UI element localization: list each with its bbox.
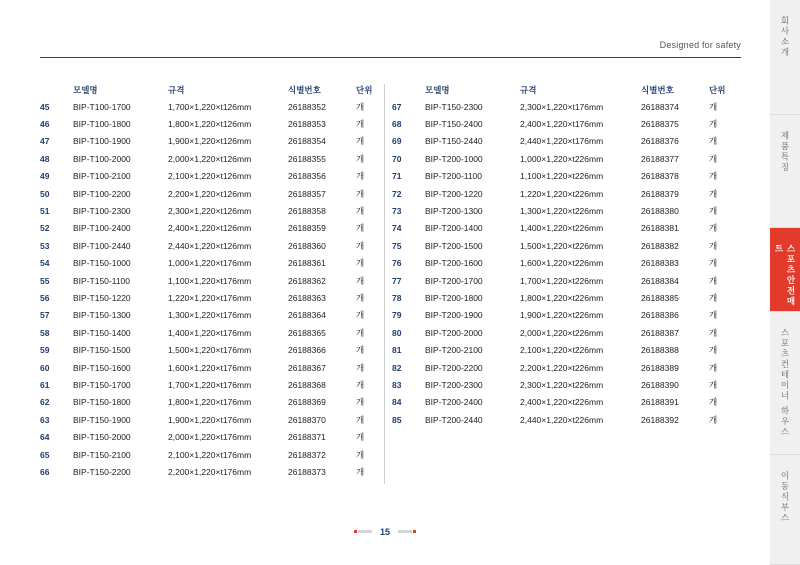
spec-table-right <box>392 82 742 428</box>
spec-size: 2,300×1,220×t126mm <box>168 206 252 217</box>
model-name: BIP-T200-1800 <box>425 292 483 303</box>
model-name: BIP-T200-2400 <box>425 397 483 408</box>
table-row <box>392 307 742 324</box>
model-name: BIP-T150-2100 <box>73 449 131 460</box>
row-number: 69 <box>392 136 402 147</box>
sidebar-tab-label: 스포츠안전매트 <box>774 244 796 307</box>
identification-number: 26188356 <box>288 171 326 182</box>
unit-label: 개 <box>356 414 365 425</box>
unit-label: 개 <box>709 397 718 408</box>
table-row <box>40 150 376 167</box>
table-row <box>40 133 376 150</box>
unit-label: 개 <box>709 258 718 269</box>
header-unit: 단위 <box>709 85 726 95</box>
table-row <box>392 185 742 202</box>
table-row <box>392 237 742 254</box>
table-row <box>392 150 742 167</box>
model-name: BIP-T150-1300 <box>73 310 131 321</box>
model-name: BIP-T100-1900 <box>73 136 131 147</box>
model-name: BIP-T150-1400 <box>73 327 131 338</box>
unit-label: 개 <box>356 292 365 303</box>
model-name: BIP-T100-2300 <box>73 206 131 217</box>
header-model: 모델명 <box>73 85 98 95</box>
sidebar-tab-label: 회사소개 <box>780 16 790 58</box>
table-row <box>40 307 376 324</box>
sidebar-tab-5[interactable] <box>770 455 800 565</box>
spec-size: 1,600×1,220×t176mm <box>168 362 252 373</box>
section-sidebar <box>770 0 800 565</box>
row-number: 83 <box>392 379 402 390</box>
row-number: 61 <box>40 379 50 390</box>
identification-number: 26188365 <box>288 327 326 338</box>
unit-label: 개 <box>709 206 718 217</box>
unit-label: 개 <box>356 362 365 373</box>
unit-label: 개 <box>709 171 718 182</box>
unit-label: 개 <box>709 362 718 373</box>
model-name: BIP-T200-1220 <box>425 188 483 199</box>
sidebar-tab-2[interactable] <box>770 115 800 228</box>
spec-size: 2,200×1,220×t126mm <box>168 188 252 199</box>
spec-size: 1,220×1,220×t226mm <box>520 188 604 199</box>
identification-number: 26188362 <box>288 275 326 286</box>
model-name: BIP-T200-2300 <box>425 379 483 390</box>
unit-label: 개 <box>356 223 365 234</box>
row-number: 78 <box>392 292 402 303</box>
table-row <box>40 220 376 237</box>
identification-number: 26188380 <box>641 206 679 217</box>
table-row <box>392 220 742 237</box>
row-number: 55 <box>40 275 50 286</box>
spec-size: 1,500×1,220×t176mm <box>168 345 252 356</box>
identification-number: 26188387 <box>641 327 679 338</box>
row-number: 72 <box>392 188 402 199</box>
spec-size: 1,800×1,220×t126mm <box>168 119 252 130</box>
unit-label: 개 <box>709 310 718 321</box>
row-number: 73 <box>392 206 402 217</box>
table-row <box>392 289 742 306</box>
unit-label: 개 <box>356 153 365 164</box>
model-name: BIP-T100-1800 <box>73 119 131 130</box>
spec-size: 1,900×1,220×t176mm <box>168 414 252 425</box>
model-name: BIP-T200-1100 <box>425 171 483 182</box>
spec-size: 1,400×1,220×t226mm <box>520 223 604 234</box>
identification-number: 26188377 <box>641 153 679 164</box>
header-spec: 규격 <box>520 85 537 95</box>
unit-label: 개 <box>709 119 718 130</box>
identification-number: 26188363 <box>288 292 326 303</box>
unit-label: 개 <box>356 275 365 286</box>
row-number: 50 <box>40 188 50 199</box>
row-number: 45 <box>40 101 50 112</box>
model-name: BIP-T150-2300 <box>425 101 483 112</box>
sidebar-tab-3[interactable] <box>770 228 800 312</box>
model-name: BIP-T150-1500 <box>73 345 131 356</box>
unit-label: 개 <box>356 432 365 443</box>
identification-number: 26188382 <box>641 240 679 251</box>
header-unit: 단위 <box>356 85 373 95</box>
spec-table-left <box>40 82 376 481</box>
model-name: BIP-T100-2200 <box>73 188 131 199</box>
identification-number: 26188357 <box>288 188 326 199</box>
unit-label: 개 <box>709 414 718 425</box>
identification-number: 26188389 <box>641 362 679 373</box>
header-model: 모델명 <box>425 85 450 95</box>
spec-size: 2,300×1,220×t226mm <box>520 379 604 390</box>
identification-number: 26188388 <box>641 345 679 356</box>
table-row <box>392 376 742 393</box>
identification-number: 26188392 <box>641 414 679 425</box>
table-row <box>40 411 376 428</box>
sidebar-tab-4[interactable] <box>770 312 800 455</box>
row-number: 56 <box>40 292 50 303</box>
model-name: BIP-T150-1100 <box>73 275 131 286</box>
spec-size: 2,400×1,220×t176mm <box>520 119 604 130</box>
row-number: 70 <box>392 153 402 164</box>
model-name: BIP-T150-1800 <box>73 397 131 408</box>
spec-size: 2,000×1,220×t226mm <box>520 327 604 338</box>
row-number: 46 <box>40 119 50 130</box>
row-number: 77 <box>392 275 402 286</box>
page-decoration-left <box>354 530 372 533</box>
unit-label: 개 <box>709 223 718 234</box>
row-number: 75 <box>392 240 402 251</box>
model-name: BIP-T200-1500 <box>425 240 483 251</box>
model-name: BIP-T150-1000 <box>73 258 131 269</box>
identification-number: 26188373 <box>288 466 326 477</box>
sidebar-tab-label: 이동식부스 <box>780 471 790 524</box>
model-name: BIP-T150-1220 <box>73 292 131 303</box>
model-name: BIP-T100-2000 <box>73 153 131 164</box>
spec-size: 2,100×1,220×t226mm <box>520 345 604 356</box>
spec-size: 1,700×1,220×t226mm <box>520 275 604 286</box>
row-number: 68 <box>392 119 402 130</box>
model-name: BIP-T150-2200 <box>73 466 131 477</box>
table-row <box>40 324 376 341</box>
table-row <box>40 168 376 185</box>
unit-label: 개 <box>356 188 365 199</box>
unit-label: 개 <box>356 258 365 269</box>
model-name: BIP-T150-1700 <box>73 379 131 390</box>
spec-size: 1,220×1,220×t176mm <box>168 292 252 303</box>
identification-number: 26188390 <box>641 379 679 390</box>
model-name: BIP-T100-1700 <box>73 101 131 112</box>
row-number: 71 <box>392 171 402 182</box>
identification-number: 26188378 <box>641 171 679 182</box>
unit-label: 개 <box>356 310 365 321</box>
unit-label: 개 <box>356 449 365 460</box>
table-row <box>40 289 376 306</box>
model-name: BIP-T200-2000 <box>425 327 483 338</box>
row-number: 63 <box>40 414 50 425</box>
row-number: 62 <box>40 397 50 408</box>
unit-label: 개 <box>356 240 365 251</box>
table-row <box>40 446 376 463</box>
spec-size: 2,100×1,220×t126mm <box>168 171 252 182</box>
model-name: BIP-T200-1900 <box>425 310 483 321</box>
spec-size: 2,000×1,220×t176mm <box>168 432 252 443</box>
table-header-left <box>40 82 376 98</box>
identification-number: 26188369 <box>288 397 326 408</box>
table-header-right <box>392 82 742 98</box>
identification-number: 26188383 <box>641 258 679 269</box>
table-row <box>40 115 376 132</box>
spec-size: 1,100×1,220×t226mm <box>520 171 604 182</box>
row-number: 84 <box>392 397 402 408</box>
table-row <box>40 98 376 115</box>
row-number: 76 <box>392 258 402 269</box>
row-number: 57 <box>40 310 50 321</box>
identification-number: 26188354 <box>288 136 326 147</box>
unit-label: 개 <box>356 327 365 338</box>
unit-label: 개 <box>709 345 718 356</box>
identification-number: 26188372 <box>288 449 326 460</box>
unit-label: 개 <box>356 101 365 112</box>
table-row <box>392 202 742 219</box>
table-row <box>40 376 376 393</box>
row-number: 60 <box>40 362 50 373</box>
spec-size: 1,400×1,220×t176mm <box>168 327 252 338</box>
spec-size: 1,900×1,220×t226mm <box>520 310 604 321</box>
identification-number: 26188374 <box>641 101 679 112</box>
unit-label: 개 <box>709 188 718 199</box>
header-id: 식별번호 <box>288 85 321 95</box>
unit-label: 개 <box>709 240 718 251</box>
spec-size: 2,440×1,220×t176mm <box>520 136 604 147</box>
identification-number: 26188375 <box>641 119 679 130</box>
table-row <box>392 411 742 428</box>
spec-size: 1,000×1,220×t176mm <box>168 258 252 269</box>
header-spec: 규격 <box>168 85 185 95</box>
sidebar-tab-label: 스포츠컨테이너 하우스 <box>780 328 790 438</box>
unit-label: 개 <box>356 379 365 390</box>
unit-label: 개 <box>356 206 365 217</box>
row-number: 59 <box>40 345 50 356</box>
page-decoration-right <box>398 530 416 533</box>
row-number: 51 <box>40 206 50 217</box>
spec-size: 2,400×1,220×t126mm <box>168 223 252 234</box>
spec-size: 2,400×1,220×t226mm <box>520 397 604 408</box>
identification-number: 26188368 <box>288 379 326 390</box>
identification-number: 26188367 <box>288 362 326 373</box>
row-number: 74 <box>392 223 402 234</box>
unit-label: 개 <box>709 275 718 286</box>
identification-number: 26188352 <box>288 101 326 112</box>
table-row <box>392 255 742 272</box>
row-number: 67 <box>392 101 402 112</box>
model-name: BIP-T100-2400 <box>73 223 131 234</box>
unit-label: 개 <box>709 292 718 303</box>
table-row <box>40 394 376 411</box>
spec-size: 1,100×1,220×t176mm <box>168 275 252 286</box>
table-row <box>392 324 742 341</box>
table-row <box>40 341 376 358</box>
table-row <box>392 359 742 376</box>
model-name: BIP-T200-1700 <box>425 275 483 286</box>
row-number: 58 <box>40 327 50 338</box>
spec-size: 1,600×1,220×t226mm <box>520 258 604 269</box>
row-number: 79 <box>392 310 402 321</box>
table-row <box>40 272 376 289</box>
model-name: BIP-T100-2100 <box>73 171 131 182</box>
identification-number: 26188376 <box>641 136 679 147</box>
spec-size: 2,100×1,220×t176mm <box>168 449 252 460</box>
spec-size: 1,500×1,220×t226mm <box>520 240 604 251</box>
spec-size: 1,800×1,220×t176mm <box>168 397 252 408</box>
unit-label: 개 <box>356 345 365 356</box>
unit-label: 개 <box>709 327 718 338</box>
spec-size: 1,300×1,220×t226mm <box>520 206 604 217</box>
table-body-right <box>392 98 742 428</box>
table-row <box>40 255 376 272</box>
spec-size: 1,000×1,220×t226mm <box>520 153 604 164</box>
identification-number: 26188364 <box>288 310 326 321</box>
identification-number: 26188355 <box>288 153 326 164</box>
row-number: 64 <box>40 432 50 443</box>
table-row <box>40 185 376 202</box>
table-row <box>40 463 376 480</box>
table-row <box>40 202 376 219</box>
spec-size: 2,000×1,220×t126mm <box>168 153 252 164</box>
identification-number: 26188360 <box>288 240 326 251</box>
unit-label: 개 <box>356 171 365 182</box>
model-name: BIP-T150-2400 <box>425 119 483 130</box>
spec-size: 2,440×1,220×t126mm <box>168 240 252 251</box>
spec-size: 1,300×1,220×t176mm <box>168 310 252 321</box>
unit-label: 개 <box>356 119 365 130</box>
model-name: BIP-T100-2440 <box>73 240 131 251</box>
identification-number: 26188391 <box>641 397 679 408</box>
identification-number: 26188353 <box>288 119 326 130</box>
header-id: 식별번호 <box>641 85 674 95</box>
identification-number: 26188379 <box>641 188 679 199</box>
row-number: 52 <box>40 223 50 234</box>
model-name: BIP-T200-2440 <box>425 414 483 425</box>
spec-size: 1,700×1,220×t126mm <box>168 101 252 112</box>
identification-number: 26188386 <box>641 310 679 321</box>
identification-number: 26188366 <box>288 345 326 356</box>
identification-number: 26188359 <box>288 223 326 234</box>
identification-number: 26188385 <box>641 292 679 303</box>
row-number: 81 <box>392 345 402 356</box>
identification-number: 26188371 <box>288 432 326 443</box>
sidebar-tab-1[interactable] <box>770 0 800 115</box>
row-number: 48 <box>40 153 50 164</box>
spec-size: 1,900×1,220×t126mm <box>168 136 252 147</box>
table-row <box>40 428 376 445</box>
page-footer <box>0 523 770 541</box>
spec-size: 1,800×1,220×t226mm <box>520 292 604 303</box>
identification-number: 26188361 <box>288 258 326 269</box>
row-number: 53 <box>40 240 50 251</box>
identification-number: 26188370 <box>288 414 326 425</box>
model-name: BIP-T150-1900 <box>73 414 131 425</box>
table-row <box>40 359 376 376</box>
table-row <box>392 98 742 115</box>
model-name: BIP-T200-2200 <box>425 362 483 373</box>
spec-size: 1,700×1,220×t176mm <box>168 379 252 390</box>
unit-label: 개 <box>356 466 365 477</box>
model-name: BIP-T150-2440 <box>425 136 483 147</box>
model-name: BIP-T150-2000 <box>73 432 131 443</box>
spec-size: 2,200×1,220×t176mm <box>168 466 252 477</box>
unit-label: 개 <box>709 379 718 390</box>
table-row <box>40 237 376 254</box>
table-row <box>392 115 742 132</box>
row-number: 85 <box>392 414 402 425</box>
spec-size: 2,300×1,220×t176mm <box>520 101 604 112</box>
model-name: BIP-T150-1600 <box>73 362 131 373</box>
row-number: 54 <box>40 258 50 269</box>
row-number: 65 <box>40 449 50 460</box>
row-number: 80 <box>392 327 402 338</box>
model-name: BIP-T200-1000 <box>425 153 483 164</box>
unit-label: 개 <box>709 101 718 112</box>
sidebar-tab-label: 제품특징 <box>780 131 790 173</box>
row-number: 49 <box>40 171 50 182</box>
unit-label: 개 <box>356 136 365 147</box>
header-divider <box>40 57 741 58</box>
unit-label: 개 <box>709 153 718 164</box>
model-name: BIP-T200-1400 <box>425 223 483 234</box>
row-number: 82 <box>392 362 402 373</box>
table-divider <box>384 84 385 484</box>
identification-number: 26188384 <box>641 275 679 286</box>
unit-label: 개 <box>709 136 718 147</box>
header-title: Designed for safety <box>659 40 741 50</box>
page-number: 15 <box>379 526 390 537</box>
unit-label: 개 <box>356 397 365 408</box>
model-name: BIP-T200-1300 <box>425 206 483 217</box>
identification-number: 26188358 <box>288 206 326 217</box>
table-row <box>392 168 742 185</box>
table-row <box>392 341 742 358</box>
table-row <box>392 394 742 411</box>
row-number: 47 <box>40 136 50 147</box>
table-body-left <box>40 98 376 481</box>
spec-size: 2,440×1,220×t226mm <box>520 414 604 425</box>
table-row <box>392 133 742 150</box>
table-row <box>392 272 742 289</box>
spec-size: 2,200×1,220×t226mm <box>520 362 604 373</box>
model-name: BIP-T200-2100 <box>425 345 483 356</box>
model-name: BIP-T200-1600 <box>425 258 483 269</box>
row-number: 66 <box>40 466 50 477</box>
identification-number: 26188381 <box>641 223 679 234</box>
